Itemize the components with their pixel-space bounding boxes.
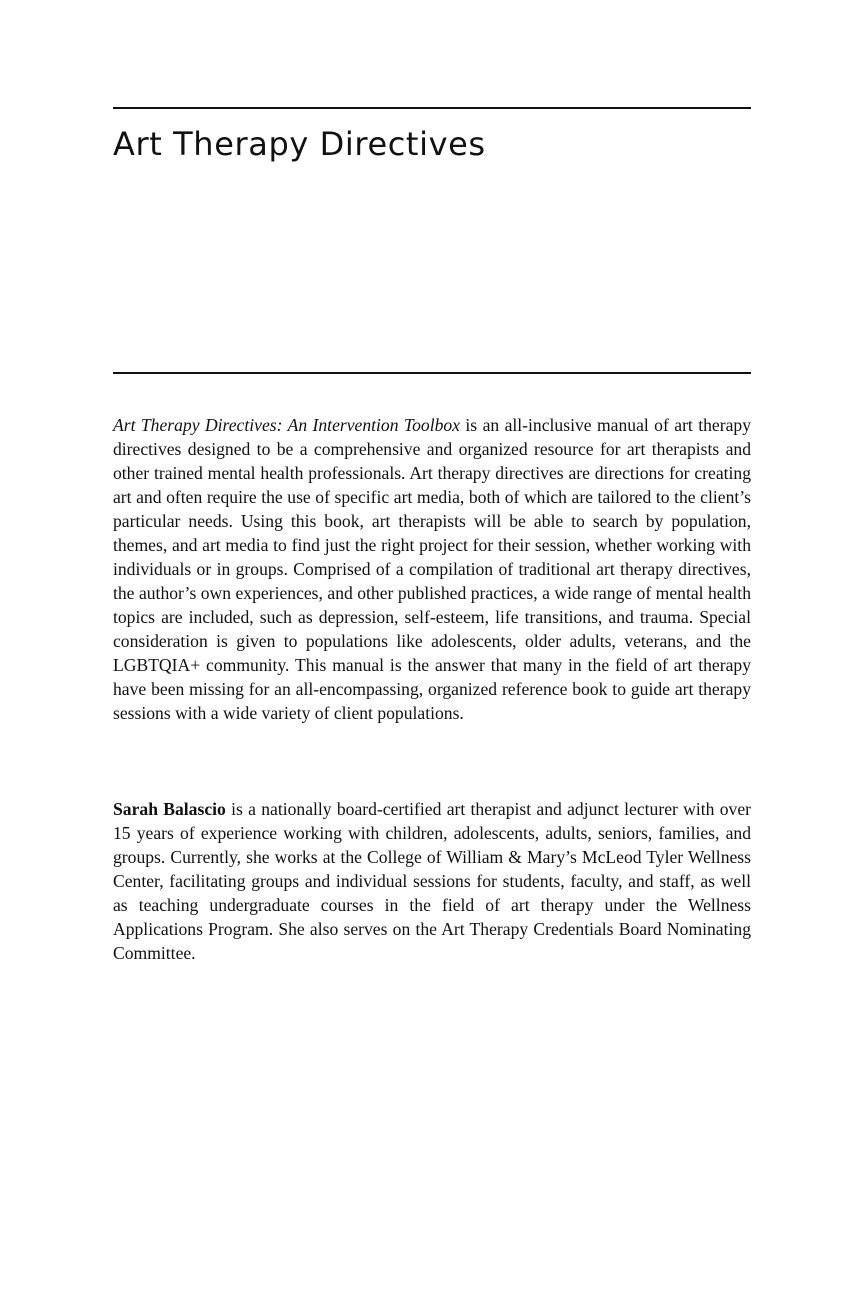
author-bio [113, 797, 751, 965]
top-rule [113, 107, 751, 109]
description-paragraph [113, 413, 751, 725]
page-title: Art Therapy Directives [113, 125, 486, 163]
book-description [113, 413, 751, 725]
author-name: Sarah Balascio [113, 799, 226, 819]
bio-paragraph [113, 797, 751, 965]
book-title-italic: Art Therapy Directives: An Intervention Toolbox [113, 415, 460, 435]
description-text: is an all-inclusive manual of art therapy directives designed to be a comprehensive and organized resource for art therapists and other trained mental health professionals. Art therapy directives are directions for creating art and often require the use of specific art media, both of which are tailored to the client’s particular needs. Using this book, art therapists will be able to search by population, themes, and art media to find just the right project for their session, whether working with individuals or in groups. Comprised of a compilation of traditional art therapy directives, the author’s own experiences, and other published practices, a wide range of mental health topics are included, such as depression, self-esteem, life transitions, and trauma. Special consideration is given to populations like adolescents, older adults, veterans, and the LGBTQIA+ community. This manual is the answer that many in the field of art therapy have been missing for an all-encompassing, organized reference book to guide art therapy sessions with a wide variety of client populations. [113, 415, 751, 723]
bio-text: is a nationally board-certified art therapist and adjunct lecturer with over 15 years of experience working with children, adolescents, adults, seniors, families, and groups. Currently, she works at the College of William & Mary’s McLeod Tyler Wellness Center, facilitating groups and individual sessions for students, faculty, and staff, as well as teaching undergraduate courses in the field of art therapy under the Wellness Applications Program. She also serves on the Art Therapy Credentials Board Nominating Committee. [113, 799, 752, 963]
bottom-rule [113, 372, 751, 374]
